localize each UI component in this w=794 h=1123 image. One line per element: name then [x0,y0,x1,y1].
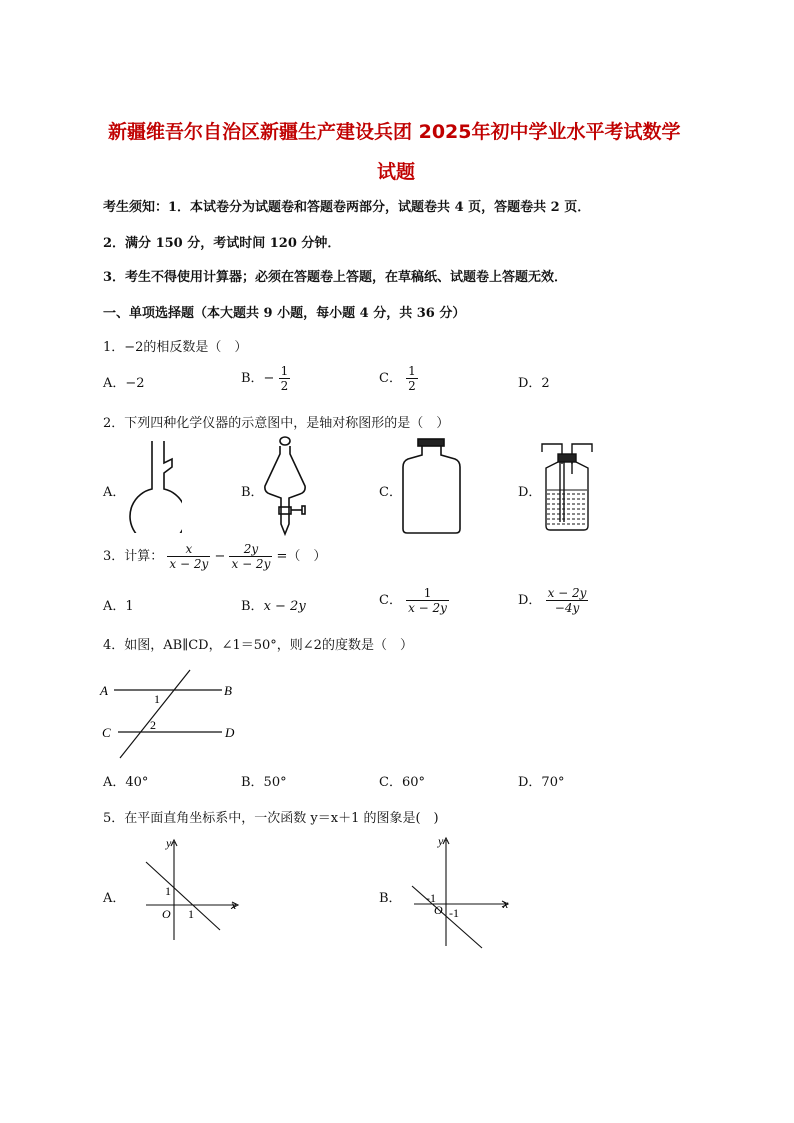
angle-2-label: 2 [150,718,156,732]
q1-b-fraction [279,364,291,393]
q4-stem: 4．如图，AB∥CD，∠1＝50°，则∠2的度数是（ ） [103,638,413,653]
gas-washing-bottle-figure [538,438,596,534]
q1-option-b [241,364,290,393]
q5-option-a: A． [103,891,126,906]
q3-option-b [241,595,306,614]
q2-option-b: B． [241,485,264,500]
round-flask-figure [122,437,182,533]
graph-a-x-intercept: 1 [188,907,194,921]
q1-c-num: 1 [408,364,416,378]
graph-a-x-label: x [231,898,237,912]
q3-d-den: −4y [546,600,589,615]
graph-a-y-intercept: 1 [165,884,171,898]
exam-title-line1: 新疆维吾尔自治区新疆生产建设兵团 2025年初中学业水平考试数学 [108,121,681,143]
notice-3: 3．考生不得使用计算器；必须在答题卷上答题，在草稿纸、试题卷上答题无效． [103,270,568,285]
q3-f2-den: x − 2y [231,557,271,571]
q3-d-fraction [546,586,589,615]
q5-option-b: B． [379,891,402,906]
q1-stem: 1．−2的相反数是（ ） [103,340,248,355]
q4-option-c: C．60° [379,775,425,790]
reagent-bottle-figure [400,437,464,537]
q3-c-den: x − 2y [408,601,447,615]
graph-a-y-label: y [166,836,172,850]
q3-d-prefix: D． [518,593,542,608]
q2-stem: 2．下列四种化学仪器的示意图中，是轴对称图形的是（ ） [103,416,450,431]
q3-fraction-1 [167,542,210,571]
graph-b-x-intercept: -1 [426,891,436,905]
q3-option-d [518,586,588,615]
q1-b-den: 2 [280,379,289,393]
graph-a-origin: O [162,907,171,921]
q1-b-prefix: B．− [241,371,275,386]
q1-c-fraction [406,364,418,393]
q1-c-prefix: C． [379,371,402,386]
q1-b-num: 1 [280,364,289,378]
q5-stem: 5．在平面直角坐标系中，一次函数 y＝x＋1 的图象是( ) [103,811,439,826]
graph-b-y-intercept: -1 [449,906,459,920]
q4-option-b: B．50° [241,775,287,790]
label-d: D [225,725,235,740]
q1-option-a: A．−2 [103,376,145,391]
parallel-lines-figure [98,664,248,764]
q3-stem-prefix: 3．计算： [103,549,164,564]
q3-f1-num: x [185,542,193,556]
q3-b-prefix: B． [241,599,264,614]
q1-option-d: D．2 [518,376,550,391]
q3-stem-suffix: =（ ） [276,549,327,564]
graph-b-y-label: y [438,834,444,848]
q3-stem [103,542,326,571]
angle-1-label: 1 [154,692,160,706]
q1-c-den: 2 [408,379,416,393]
q3-c-prefix: C． [379,593,402,608]
q2-option-c: C． [379,485,402,500]
graph-b-x-label: x [503,897,509,911]
q4-option-a: A．40° [103,775,149,790]
label-c: C [102,725,111,740]
graph-b-figure [408,834,520,952]
q1-option-c [379,364,418,393]
q3-fraction-2 [229,542,272,571]
q3-f2-num: 2y [243,542,259,556]
q3-b-value: x − 2y [263,599,306,614]
notice-1: 考生须知：1．本试卷分为试题卷和答题卷两部分，试题卷共 4 页，答题卷共 2 页． [103,200,591,215]
q2-option-d: D． [518,485,542,500]
section-1-heading: 一、单项选择题（本大题共 9 小题，每小题 4 分，共 36 分） [103,306,466,321]
q3-minus: − [214,549,226,564]
exam-title-line2: 试题 [377,161,416,183]
q3-c-num: 1 [423,586,432,600]
graph-a-figure [140,836,250,944]
q3-option-a: A．1 [103,599,134,614]
q2-option-a: A． [103,485,126,500]
q3-d-num: x − 2y [547,586,587,600]
q3-c-fraction [406,586,449,615]
notice-2: 2．满分 150 分，考试时间 120 分钟． [103,236,341,251]
separatory-funnel-figure [262,436,312,540]
q3-option-c [379,586,449,615]
graph-b-origin: O [434,903,443,917]
q3-f1-den: x − 2y [169,557,209,571]
label-a: A [100,683,108,698]
label-b: B [224,683,232,698]
q4-option-d: D．70° [518,775,565,790]
